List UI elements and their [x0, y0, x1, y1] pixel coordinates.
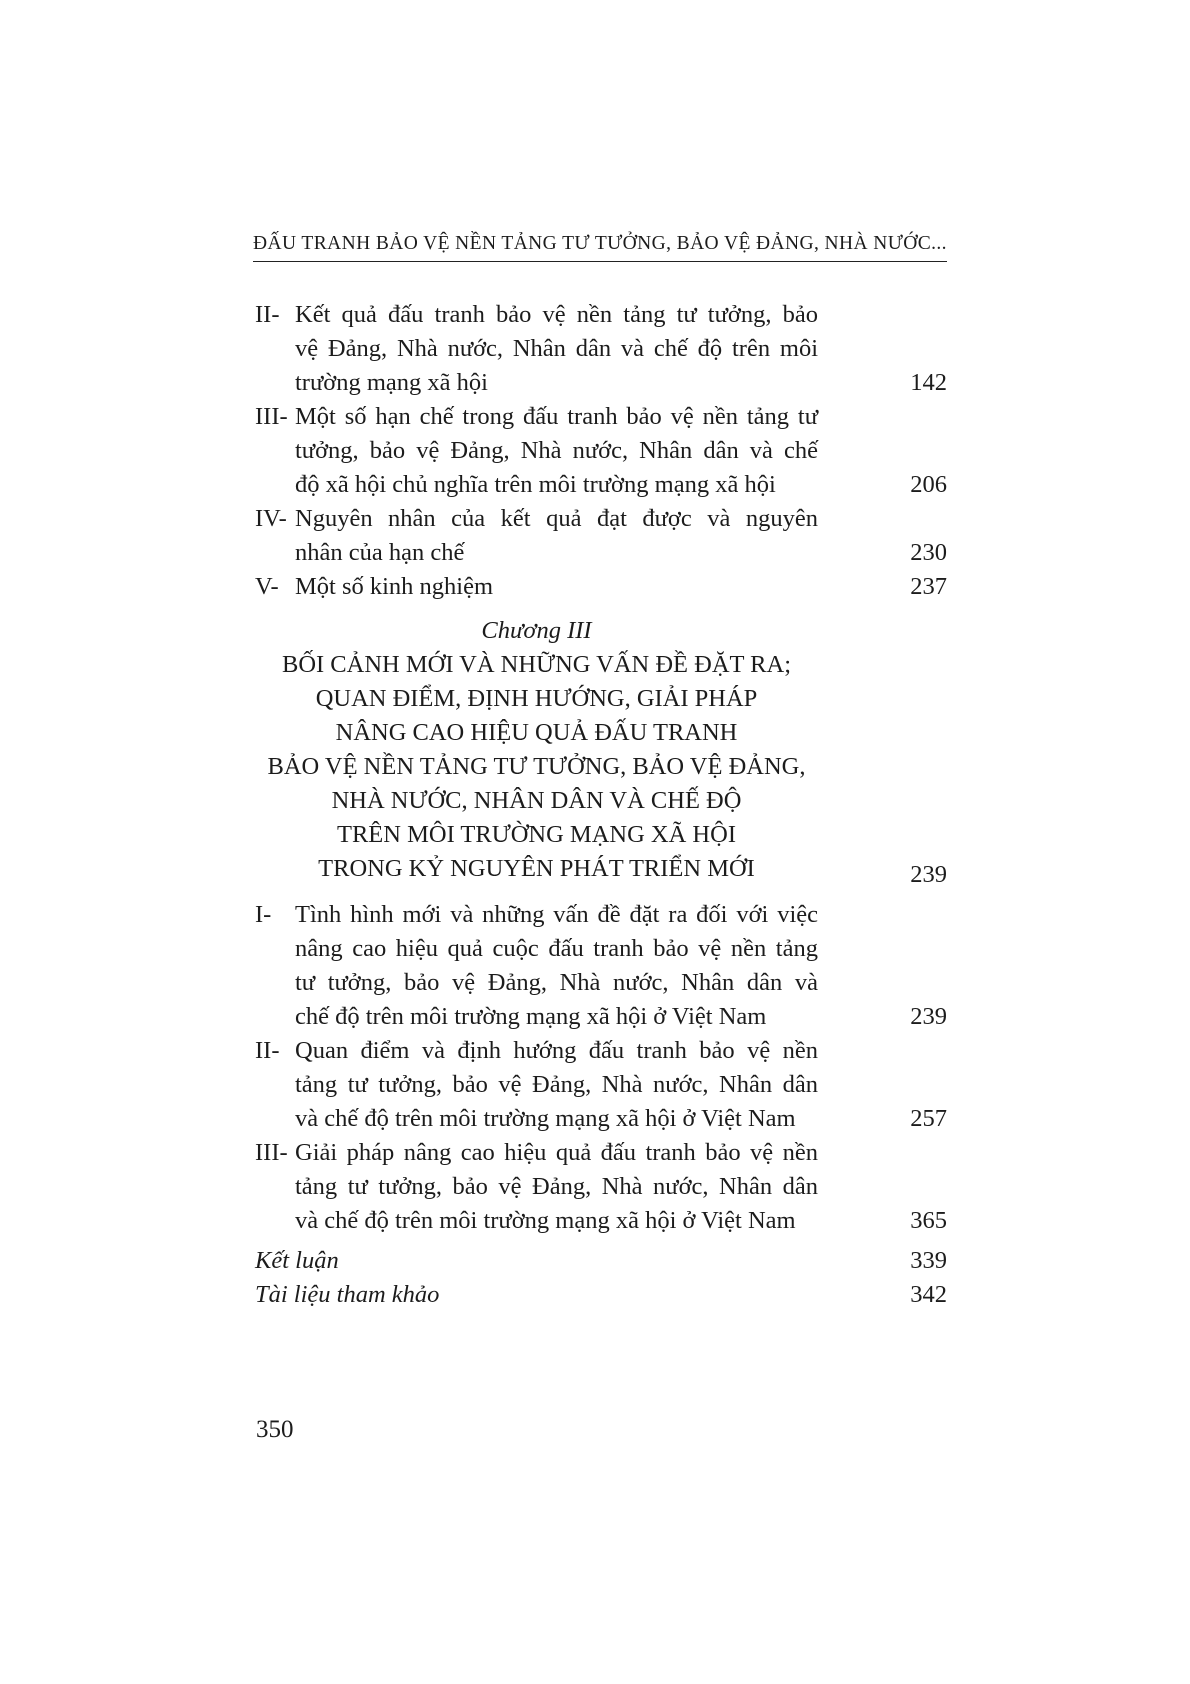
- entry-number: I-: [255, 901, 272, 928]
- chapter-title-line: BẢO VỆ NỀN TẢNG TƯ TƯỞNG, BẢO VỆ ĐẢNG,: [267, 753, 806, 780]
- page-number: 350: [256, 1416, 294, 1443]
- entry-title-line: tảng tư tưởng, bảo vệ Đảng, Nhà nước, Nhân dân: [295, 1071, 818, 1098]
- back-matter-entry: [255, 1244, 947, 1278]
- entry-title-line: tưởng, bảo vệ Đảng, Nhà nước, Nhân dân và chế: [295, 437, 818, 464]
- entry-title-line: Nguyên nhân của kết quả đạt được và nguyên: [295, 505, 818, 532]
- entry-title-line: Kết quả đấu tranh bảo vệ nền tảng tư tưởng, bảo: [295, 301, 818, 328]
- chapter-title: [255, 648, 818, 886]
- chapter-title-line: NÂNG CAO HIỆU QUẢ ĐẤU TRANH: [335, 719, 738, 746]
- entry-title-line: chế độ trên môi trường mạng xã hội ở Việt Nam: [295, 1003, 767, 1030]
- back-matter-title: Kết luận: [255, 1247, 339, 1274]
- entry-title-line: nhân của hạn chế: [295, 539, 465, 566]
- entry-title-line: Một số kinh nghiệm: [295, 573, 494, 600]
- entry-number: III-: [255, 1139, 288, 1166]
- entry-title: [295, 298, 818, 400]
- entry-page-number: 142: [910, 369, 947, 396]
- entry-title: [295, 570, 818, 604]
- chapter-label: Chương III: [481, 617, 592, 644]
- toc-entry: [255, 298, 947, 400]
- back-matter-entry: [255, 1278, 947, 1312]
- entry-title-line: tư tưởng, bảo vệ Đảng, Nhà nước, Nhân dân và: [295, 969, 818, 996]
- chapter-title-line: NHÀ NƯỚC, NHÂN DÂN VÀ CHẾ ĐỘ: [331, 787, 742, 814]
- entry-title-line: vệ Đảng, Nhà nước, Nhân dân và chế độ trên môi: [295, 335, 818, 362]
- entry-title: [295, 400, 818, 502]
- back-matter-list: [255, 1244, 947, 1312]
- entry-title-line: và chế độ trên môi trường mạng xã hội ở Việt Nam: [295, 1207, 796, 1234]
- running-header: ĐẤU TRANH BẢO VỆ NỀN TẢNG TƯ TƯỞNG, BẢO VỆ ĐẢNG, NHÀ NƯỚC...: [253, 233, 947, 262]
- toc-entry: [255, 898, 947, 1034]
- entry-title: [295, 1034, 818, 1136]
- entry-title: [295, 502, 818, 570]
- back-matter-page-number: 339: [910, 1247, 947, 1274]
- entry-number: II-: [255, 1037, 280, 1064]
- entry-page-number: 230: [910, 539, 947, 566]
- chapter-title-line: TRÊN MÔI TRƯỜNG MẠNG XÃ HỘI: [337, 821, 736, 848]
- entry-title-line: nâng cao hiệu quả cuộc đấu tranh bảo vệ nền tảng: [295, 935, 818, 962]
- toc-section-list: [255, 898, 947, 1238]
- entry-page-number: 257: [910, 1105, 947, 1132]
- back-matter-title: Tài liệu tham khảo: [255, 1281, 440, 1308]
- entry-title-line: Một số hạn chế trong đấu tranh bảo vệ nền tảng tư: [295, 403, 818, 430]
- chapter-heading: [255, 614, 947, 886]
- entry-title-line: tảng tư tưởng, bảo vệ Đảng, Nhà nước, Nhân dân: [295, 1173, 818, 1200]
- toc-entry: [255, 1034, 947, 1136]
- entry-number: V-: [255, 573, 279, 600]
- toc-entry: [255, 570, 947, 604]
- entry-title-line: Giải pháp nâng cao hiệu quả đấu tranh bảo vệ nền: [295, 1139, 818, 1166]
- entry-title-line: độ xã hội chủ nghĩa trên môi trường mạng xã hội: [295, 471, 776, 498]
- chapter-title-line: TRONG KỶ NGUYÊN PHÁT TRIỂN MỚI: [318, 855, 755, 882]
- toc-entry: [255, 1136, 947, 1238]
- entry-title-line: Tình hình mới và những vấn đề đặt ra đối với việc: [295, 901, 818, 928]
- entry-title: [295, 1136, 818, 1238]
- entry-page-number: 206: [910, 471, 947, 498]
- entry-title: [295, 898, 818, 1034]
- toc-section-list: [255, 298, 947, 604]
- entry-title-line: và chế độ trên môi trường mạng xã hội ở Việt Nam: [295, 1105, 796, 1132]
- entry-title-line: trường mạng xã hội: [295, 369, 488, 396]
- entry-page-number: 237: [910, 573, 947, 600]
- entry-page-number: 239: [910, 1003, 947, 1030]
- entry-page-number: 365: [910, 1207, 947, 1234]
- chapter-title-line: QUAN ĐIỂM, ĐỊNH HƯỚNG, GIẢI PHÁP: [315, 685, 758, 712]
- chapter-page-number: 239: [910, 861, 947, 888]
- table-of-contents: [255, 298, 947, 1312]
- entry-number: II-: [255, 301, 280, 328]
- entry-title-line: Quan điểm và định hướng đấu tranh bảo vệ nền: [295, 1037, 818, 1064]
- entry-number: IV-: [255, 505, 287, 532]
- entry-number: III-: [255, 403, 288, 430]
- toc-entry: [255, 400, 947, 502]
- back-matter-page-number: 342: [910, 1281, 947, 1308]
- toc-entry: [255, 502, 947, 570]
- chapter-title-line: BỐI CẢNH MỚI VÀ NHỮNG VẤN ĐỀ ĐẶT RA;: [281, 651, 792, 678]
